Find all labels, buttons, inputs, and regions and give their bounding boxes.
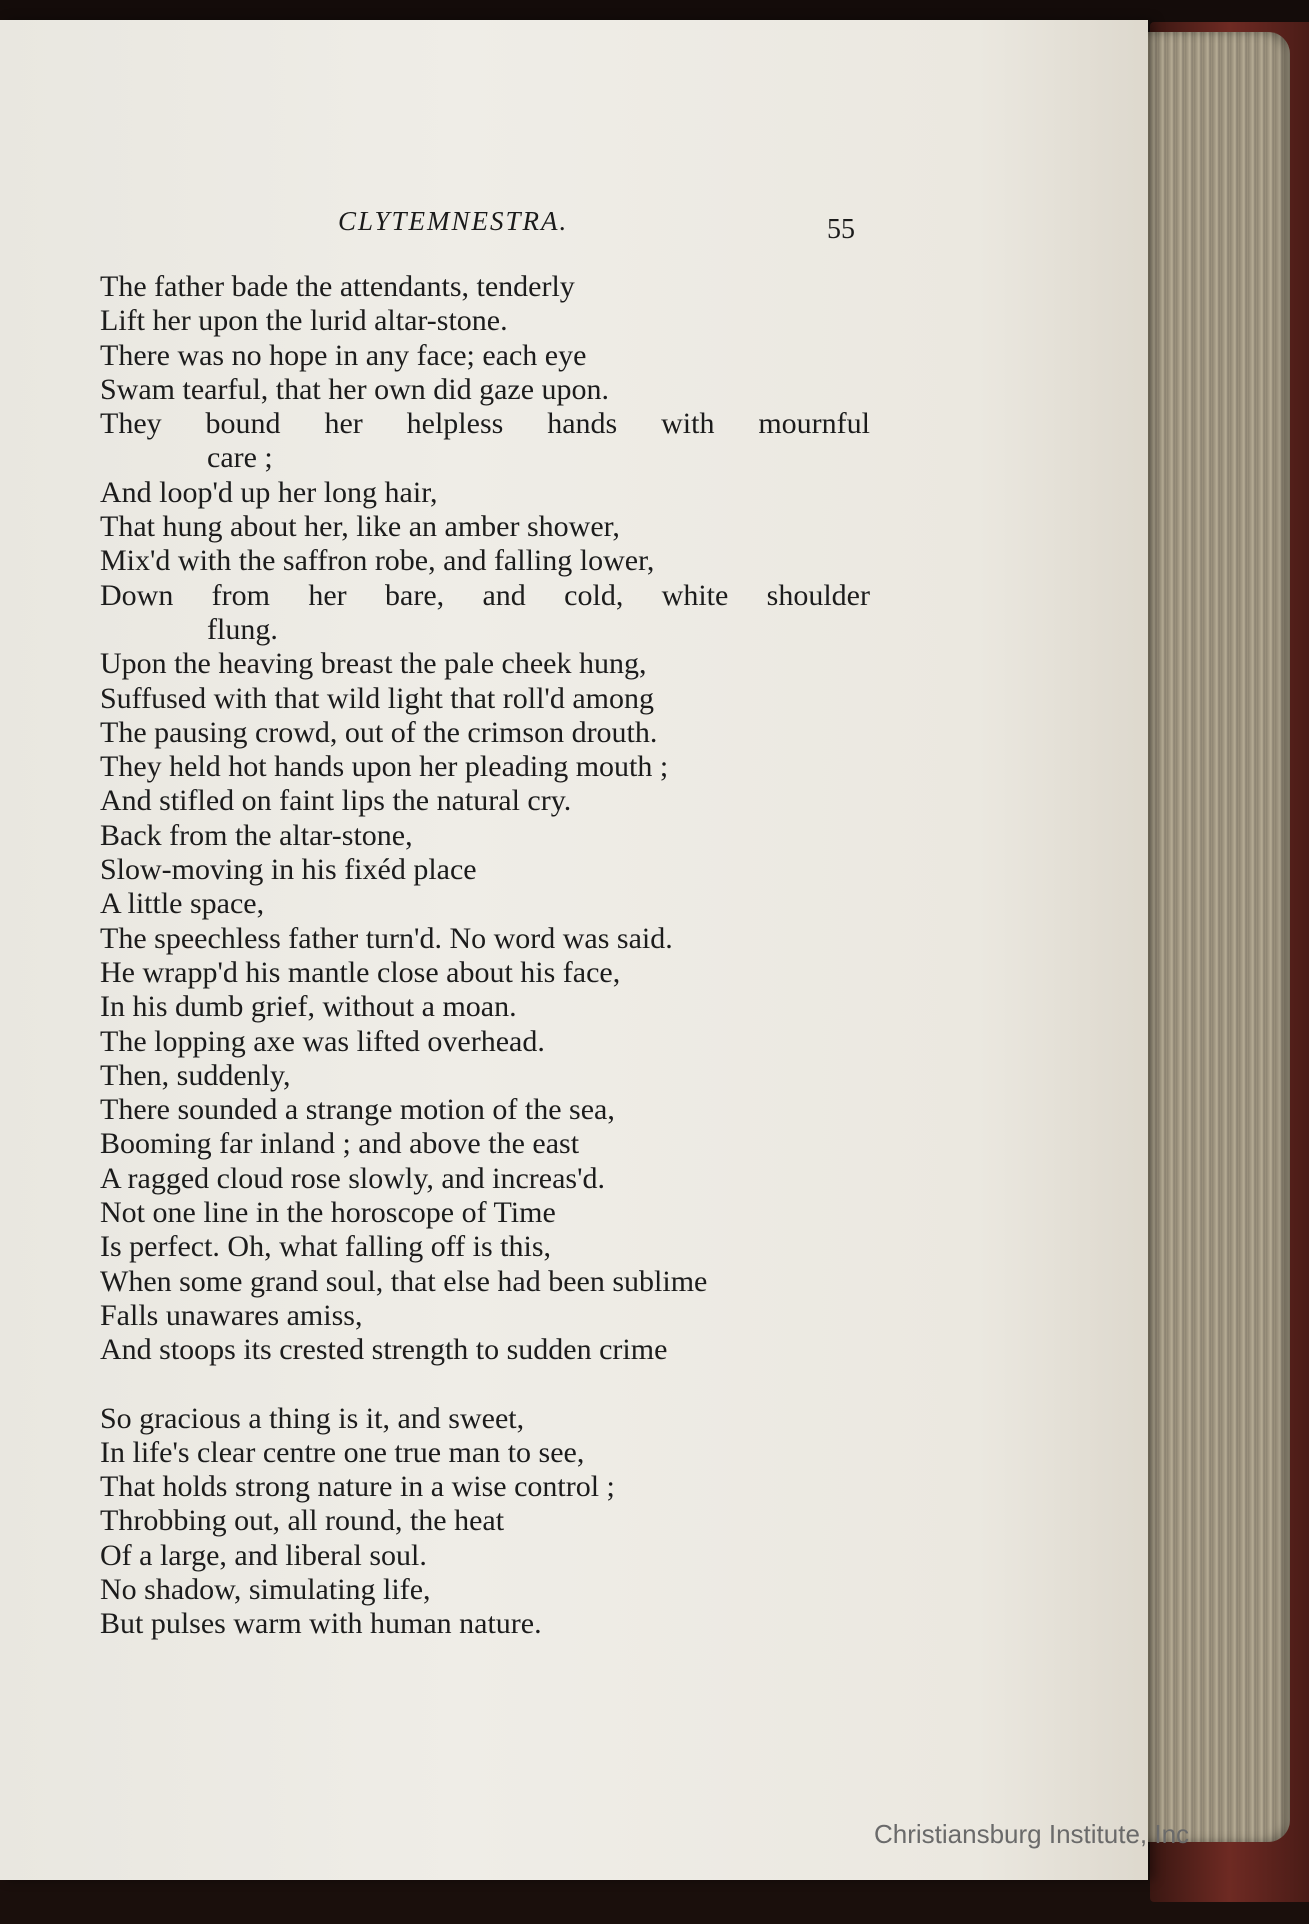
poem-line: When some grand soul, that else had been sublime	[100, 1264, 708, 1298]
poem-line: Booming far inland ; and above the east	[100, 1127, 580, 1161]
poem-line: The pausing crowd, out of the crimson drouth.	[100, 715, 658, 749]
poem-line: Of a large, and liberal soul.	[100, 1538, 427, 1572]
page-number: 55	[827, 214, 855, 245]
poem-line: They held hot hands upon her pleading mouth ;	[100, 750, 669, 784]
poem-line: Mix'd with the saffron robe, and falling lower,	[100, 544, 655, 578]
poem-line: Down from her bare, and cold, white shoulder	[100, 578, 870, 612]
page-edges	[1140, 32, 1290, 1842]
poem-line: That hung about her, like an amber shower,	[100, 510, 620, 544]
poem-line: A little space,	[100, 887, 265, 921]
poem-line: Swam tearful, that her own did gaze upon.	[100, 372, 610, 406]
poem-line: There sounded a strange motion of the sea,	[100, 1093, 615, 1127]
poem-line: Throbbing out, all round, the heat	[100, 1504, 505, 1538]
poem-line: Falls unawares amiss,	[100, 1298, 363, 1332]
stanza-1	[100, 270, 870, 1368]
poem-line: Not one line in the horoscope of Time	[100, 1196, 556, 1230]
poem-line: In his dumb grief, without a moan.	[100, 990, 517, 1024]
poem-line: In life's clear centre one true man to see,	[100, 1435, 585, 1469]
poem-line: Suffused with that wild light that roll'd among	[100, 681, 654, 715]
poem-line: Upon the heaving breast the pale cheek hung,	[100, 647, 647, 681]
poem-line: Is perfect. Oh, what falling off is this,	[100, 1230, 552, 1264]
poem-line: Then, suddenly,	[100, 1058, 291, 1092]
stanza-2	[100, 1402, 870, 1642]
poem-line: The father bade the attendants, tenderly	[100, 270, 575, 303]
poem-line: Slow-moving in his fixéd place	[100, 853, 477, 887]
poem-line: The lopping axe was lifted overhead.	[100, 1024, 545, 1058]
watermark-text: Christiansburg Institute, Inc	[874, 1819, 1190, 1849]
poem-line: And stifled on faint lips the natural cry.	[100, 784, 572, 818]
poem-line: And loop'd up her long hair,	[100, 475, 438, 509]
poem-line: Lift her upon the lurid altar-stone.	[100, 304, 508, 338]
poem-line: Back from the altar-stone,	[100, 818, 413, 852]
poem-line: The speechless father turn'd. No word was said.	[100, 921, 673, 955]
poem-line: So gracious a thing is it, and sweet,	[100, 1401, 525, 1435]
running-title: CLYTEMNESTRA.	[338, 206, 569, 236]
poem-line: That holds strong nature in a wise control ;	[100, 1470, 615, 1504]
poem-line-continuation: care ;	[207, 441, 273, 475]
poem-line: There was no hope in any face; each eye	[100, 338, 587, 372]
poem-line: And stoops its crested strength to sudden crime	[100, 1333, 668, 1367]
poem-line: No shadow, simulating life,	[100, 1572, 431, 1606]
poem-line: They bound her helpless hands with mournful	[100, 407, 870, 441]
poem-line: A ragged cloud rose slowly, and increas'd.	[100, 1161, 605, 1195]
poem-line-continuation: flung.	[207, 612, 278, 646]
poem-line: But pulses warm with human nature.	[100, 1607, 542, 1641]
poem	[100, 270, 870, 1642]
poem-line: He wrapp'd his mantle close about his face,	[100, 955, 621, 989]
